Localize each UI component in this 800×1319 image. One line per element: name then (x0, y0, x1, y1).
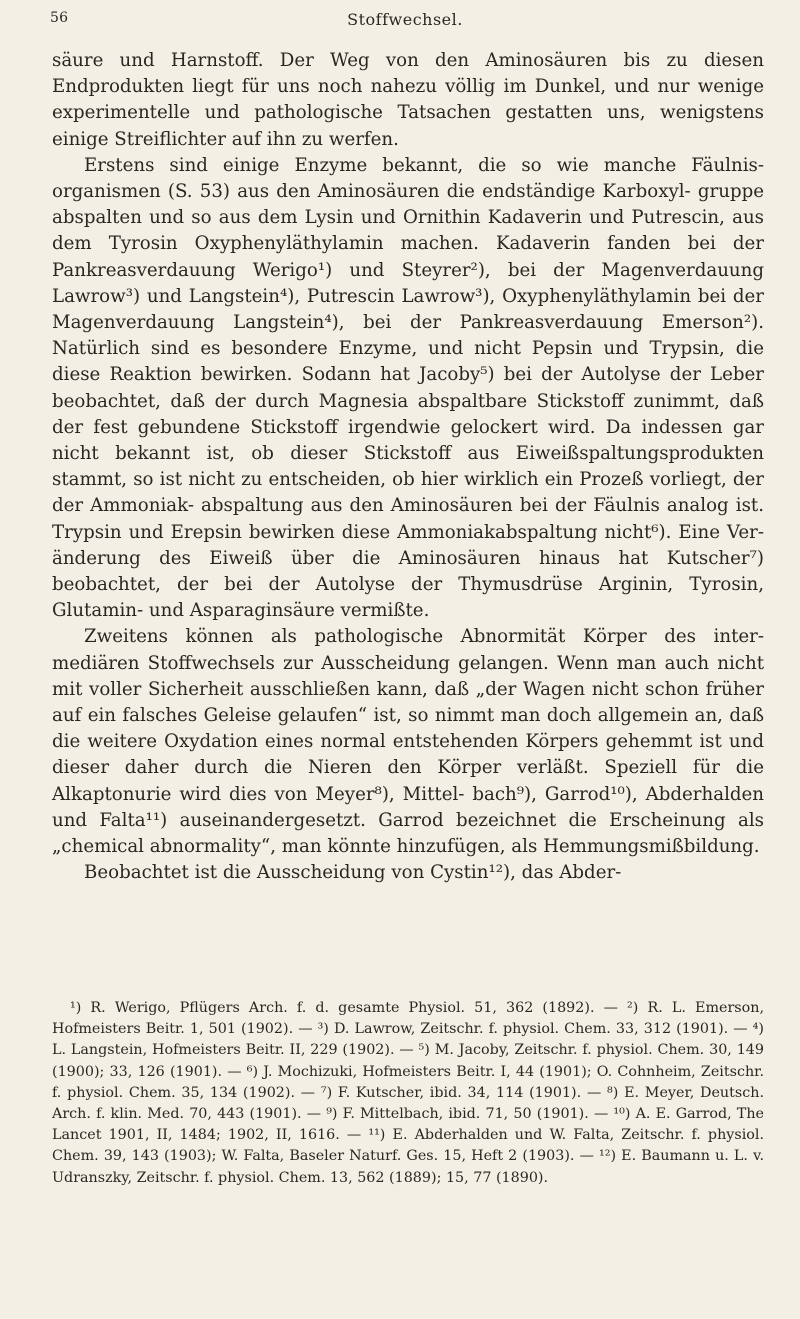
running-title: Stoffwechsel. (347, 10, 463, 29)
paragraph-continuation: säure und Harnstoff. Der Weg von den Aminosäuren bis zu diesen Endprodukten liegt für uns noch nahezu völlig im Dunkel, und nur wenige experimentelle und pathologische Tatsachen gestatten uns, wenigstens einige Streiflichter auf ihn zu werfen. (52, 50, 764, 150)
page-number: 56 (50, 10, 69, 26)
page-header (50, 10, 760, 34)
footnote-text: ¹) R. Werigo, Pflügers Arch. f. d. gesamte Physiol. 51, 362 (1892). — ²) R. L. Emerson, Hofmeisters Beitr. 1, 501 (1902). — ³) D. Lawrow, Zeitschr. f. physiol. Chem. 33, 312 (1901). — ⁴) L. Langstein, Hofmeisters Beitr. II, 229 (1902). — ⁵) M. Jacoby, Zeitschr. f. physiol. Chem. 30, 149 (1900); 33, 126 (1901). — ⁶) J. Mochizuki, Hofmeisters Beitr. I, 44 (1901); O. Cohnheim, Zeitschr. f. physiol. Chem. 35, 134 (1902). — ⁷) F. Kutscher, ibid. 34, 114 (1901). — ⁸) E. Meyer, Deutsch. Arch. f. klin. Med. 70, 443 (1901). — ⁹) F. Mittelbach, ibid. 71, 50 (1901). — ¹⁰) A. E. Garrod, The Lancet 1901, II, 1484; 1902, II, 1616. — ¹¹) E. Abderhalden und W. Falta, Zeitschr. f. physiol. Chem. 39, 143 (1903); W. Falta, Baseler Naturf. Ges. 15, Heft 2 (1903). — ¹²) E. Baumann u. L. v. Udranszky, Zeitschr. f. physiol. Chem. 13, 562 (1889); 15, 77 (1890). (52, 1000, 764, 1186)
paragraph-beobachtet: Beobachtet ist die Ausscheidung von Cystin¹²), das Abder- (84, 862, 622, 884)
main-text (52, 48, 764, 887)
paragraph-erstens: Erstens sind einige Enzyme bekannt, die so wie manche Fäulnis- organismen (S. 53) aus den Aminosäuren die endständige Karboxyl- gruppe abspalten und so aus dem Lysin und Ornithin Kadaverin und Putrescin, aus dem Tyrosin Oxyphenyläthylamin machen. Kadaverin fanden bei der Pankreasverdauung Werigo¹) und Steyrer²), bei der Magenverdauung Lawrow³) und Langstein⁴), Putrescin Lawrow³), Oxyphenyläthylamin bei der Magenverdauung Langstein⁴), bei der Pankreasverdauung Emerson²). Natürlich sind es besondere Enzyme, und nicht Pepsin und Trypsin, die diese Reaktion bewirken. Sodann hat Jacoby⁵) bei der Autolyse der Leber beobachtet, daß der durch Magnesia abspaltbare Stickstoff zunimmt, daß der fest gebundene Stickstoff irgendwie gelockert wird. Da indessen gar nicht bekannt ist, ob dieser Stickstoff aus Eiweißspaltungsprodukten stammt, so ist nicht zu entscheiden, ob hier wirklich ein Prozeß vorliegt, der der Ammoniak- abspaltung aus den Aminosäuren bei der Fäulnis analog ist. Trypsin und Erepsin bewirken diese Ammoniakabspaltung nicht⁶). Eine Ver- änderung des Eiweiß über die Aminosäuren hinaus hat Kutscher⁷) beobachtet, der bei der Autolyse der Thymusdrüse Arginin, Tyrosin, Glutamin- und Asparaginsäure vermißte. (52, 154, 764, 622)
footnotes (52, 998, 764, 1189)
paragraph-zweitens: Zweitens können als pathologische Abnormität Körper des inter- mediären Stoffwechsels zur Ausscheidung gelangen. Wenn man auch nicht mit voller Sicherheit ausschließen kann, daß „der Wagen nicht schon früher auf ein falsches Geleise gelaufen“ ist, so nimmt man doch allgemein an, daß die weitere Oxydation eines normal entstehenden Körpers gehemmt ist und dieser daher durch die Nieren den Körper verläßt. Speziell für die Alkaptonurie wird dies von Meyer⁸), Mittel- bach⁹), Garrod¹⁰), Abderhalden und Falta¹¹) auseinandergesetzt. Garrod bezeichnet die Erscheinung als „chemical abnormality“, man könnte hinzufügen, als Hemmungsmißbildung. (52, 626, 764, 858)
